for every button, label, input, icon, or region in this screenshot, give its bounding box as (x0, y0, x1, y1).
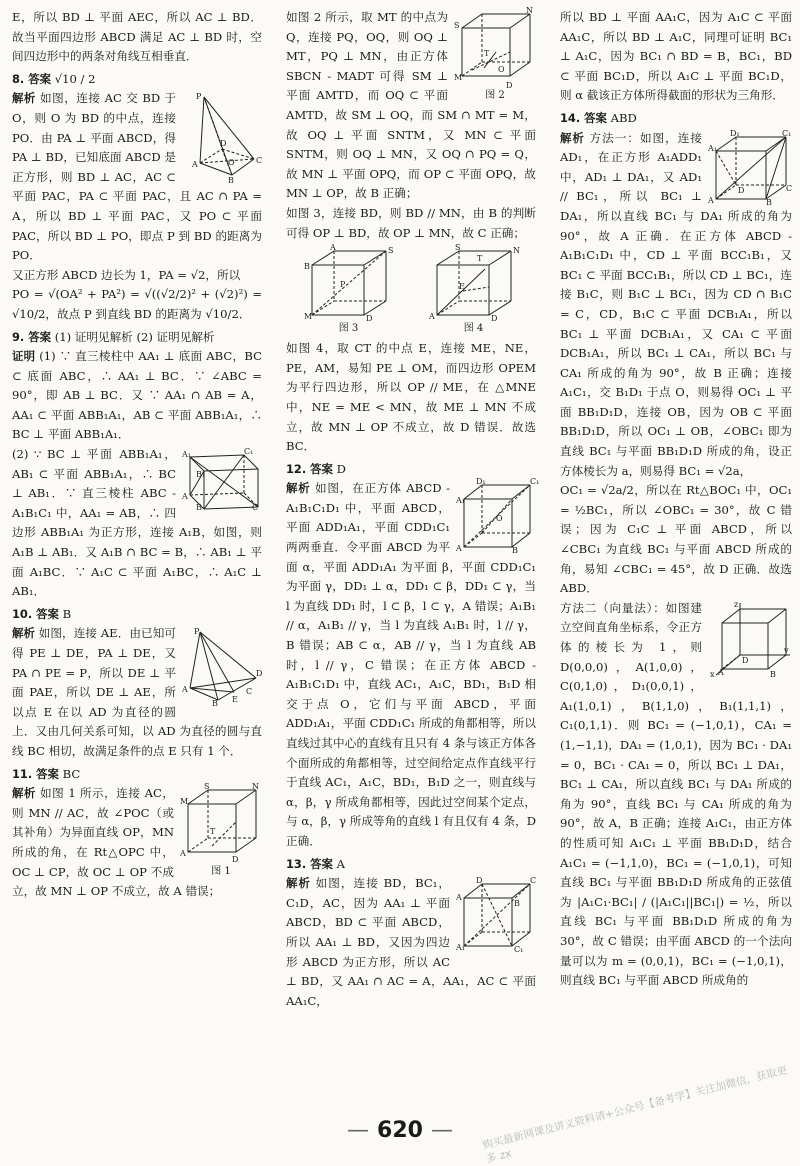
svg-text:A₁: A₁ (456, 943, 465, 953)
svg-text:A₁: A₁ (456, 496, 465, 506)
svg-text:T: T (484, 49, 490, 58)
svg-text:x: x (710, 669, 715, 679)
fig2-caption: 图 2 (485, 90, 505, 101)
svg-text:A: A (456, 893, 462, 903)
q11-figure-2 (454, 6, 536, 102)
q13-answer: A (336, 856, 345, 871)
svg-text:O: O (498, 65, 505, 74)
svg-text:B: B (514, 899, 520, 909)
svg-text:C: C (530, 876, 537, 886)
svg-text:C: C (252, 503, 259, 513)
svg-text:T: T (476, 254, 482, 264)
q13-label: 13. 答案 (286, 856, 333, 871)
q11-figure-3 (303, 243, 394, 335)
q14-cube-figure (708, 128, 793, 207)
q10-pyramid-figure (182, 626, 263, 709)
svg-text:M: M (303, 312, 312, 322)
svg-text:A₁: A₁ (182, 450, 191, 460)
q12-analysis-label: 解析 (286, 481, 311, 496)
svg-text:N: N (252, 782, 259, 792)
svg-text:A: A (456, 544, 462, 554)
svg-text:D: D (476, 876, 483, 886)
svg-text:P: P (196, 92, 202, 102)
svg-text:O: O (496, 514, 503, 524)
svg-text:D: D (738, 185, 745, 195)
column-left (12, 8, 262, 902)
q11-answer: BC (62, 766, 81, 781)
q9-answer: (1) 证明见解析 (2) 证明见解析 (54, 329, 215, 344)
svg-text:N: N (512, 246, 520, 256)
q8-pyramid-figure (182, 91, 263, 186)
svg-text:A: A (182, 685, 188, 695)
svg-text:B: B (196, 503, 202, 513)
svg-text:C₁: C₁ (530, 477, 540, 487)
q12-cube-figure (456, 477, 540, 556)
svg-text:z: z (734, 599, 739, 609)
svg-text:C: C (786, 183, 793, 193)
svg-text:A: A (428, 312, 435, 322)
svg-text:B: B (512, 546, 518, 556)
q8-calc-result: PO = √(OA² + PA²) = √((√2/2)² + (√2)²) = √10/2，故点 P 到直线 BD 的距离为 √10/2． (12, 287, 262, 321)
svg-text:E: E (232, 695, 238, 705)
column-middle (286, 6, 540, 1011)
svg-text:N: N (526, 6, 533, 15)
q8-analysis: 如图，连接 AC 交 BD 于 O，则 O 为 BD 的中点，连接 PO．由 PA ⊥ 平面 ABCD，得 PA ⊥ BD，已知底面 ABCD 是正方形，则 BD ⊥ AC，AC ⊂ 平面 PAC，PA ⊂ 平面 PAC，且 AC ∩ PA = A，所以 BD ⊥ 平面 PAC，又 PO ⊂ 平面 PAC，所以 BD ⊥ PO，即点 P 到 BD 的距离为 PO． (12, 91, 262, 263)
q7-continuation: E，所以 BD ⊥ 平面 AEC，所以 AC ⊥ BD．故当平面四边形 ABCD 满足 AC ⊥ BD 时，空间四边形中的两条对角线互相垂直． (12, 10, 262, 64)
fig4-caption: 图 4 (463, 323, 484, 335)
q11-analysis-label: 解析 (12, 786, 36, 801)
svg-text:M: M (180, 797, 189, 807)
svg-text:C₁: C₁ (514, 945, 524, 955)
svg-text:S: S (387, 246, 393, 256)
q11-label: 11. 答案 (12, 766, 59, 781)
svg-text:A₁: A₁ (708, 143, 717, 153)
q11-figures-3-4 (286, 243, 536, 335)
q9-proof-part2: (2) ∵ BC ⊥ 平面 ABB₁A₁，AB₁ ⊂ 平面 ABB₁A₁，∴ BC ⊥ AB₁．∵ 直三棱柱 ABC - A₁B₁C₁ 中，AA₁ = AB，∴ 四边形 ABB₁A₁ 为正方形，连接 A₁B，如图，则 A₁B ⊥ AB₁．又 A₁B ∩ BC = B，∴ AB₁ ⊥ 平面 A₁BC．∵ A₁C ⊂ 平面 A₁BC，∴ A₁C ⊥ AB₁． (12, 447, 262, 599)
watermark: 购买最新网课及讲义资料请+公众号【备考学】关注加微信，获取更多 zx (481, 1064, 789, 1166)
q13-cube-figure (456, 876, 537, 955)
svg-text:A: A (708, 195, 714, 205)
svg-text:S: S (204, 782, 210, 792)
q13-analysis: 如图，连接 BD，BC₁，C₁D，AC，因为 AA₁ ⊥ 平面 ABCD，BD ⊂ 平面 ABCD，所以 AA₁ ⊥ BD，又因为四边形 ABCD 为正方形，所以 AC ⊥ BD，又 AA₁ ∩ AC = A，AA₁，AC ⊂ 平面 AA₁C， (286, 876, 536, 1008)
q10-answer: B (62, 606, 72, 621)
q8-analysis-label: 解析 (12, 91, 36, 106)
svg-text:P: P (194, 627, 200, 637)
svg-text:A: A (182, 492, 188, 502)
q14-analysis-label: 解析 (560, 130, 585, 145)
svg-text:D: D (490, 314, 497, 324)
q9-proof-part1: (1) ∵ 直三棱柱中 AA₁ ⊥ 底面 ABC，BC ⊂ 底面 ABC，∴ AA₁ ⊥ BC．∵ ∠ABC = 90°，即 AB ⊥ BC．又 ∵ AA₁ ∩ AB = A，AA₁ ⊂ 平面 ABB₁A₁，AB ⊂ 平面 ABB₁A₁，∴ BC ⊥ 平面 ABB₁A₁． (12, 349, 262, 442)
svg-text:C: C (256, 156, 263, 166)
svg-text:B: B (228, 176, 234, 186)
svg-text:C₁: C₁ (782, 128, 792, 138)
q14-label: 14. 答案 (560, 110, 607, 125)
svg-text:y: y (784, 645, 789, 655)
svg-text:A: A (718, 667, 724, 677)
q12-label: 12. 答案 (286, 461, 333, 476)
svg-text:D₁: D₁ (730, 128, 740, 138)
q9-label: 9. 答案 (12, 329, 51, 344)
q10-analysis: 如图，连接 AE．由已知可得 PE ⊥ DE，PA ⊥ DE，又 PA ∩ PE = P，所以 DE ⊥ 平面 PAE，所以 DE ⊥ AE，所以点 E 在以 AD 为直径的圆上．又由几何关系可知，以 AD 为直径的圆与直线 BC 相切，故满足条件的点 E 只有 1 个． (12, 626, 262, 758)
svg-text:A: A (192, 160, 198, 170)
svg-text:B: B (770, 669, 776, 679)
q10-analysis-label: 解析 (12, 626, 35, 641)
svg-text:P: P (339, 280, 345, 290)
svg-text:D: D (365, 314, 372, 324)
svg-text:B: B (303, 262, 310, 272)
svg-text:A: A (180, 849, 186, 859)
q11-option-d: 如图 4，取 CT 的中点 E，连接 ME，NE，PE，AM，易知 PE ⊥ OM，而四边形 OPEM 为平行四边形，所以 OP // ME，在 △MNE 中，NE = ME < MN，故 ME ⊥ MN 不成立，故 MN ⊥ OP 不成立，故 D 错误．故选 BC． (286, 341, 536, 454)
fig3-caption: 图 3 (338, 323, 359, 335)
q11-option-b: 如图 2 所示，取 MT 的中点为 Q，连接 PQ，OQ，则 OQ ⊥ MT，PQ ⊥ MN，由正方体 SBCN - MADT 可得 SM ⊥ 平面 AMTD，而 OQ ⊂ 平面 AMTD，故 SM ⊥ OQ，而 SM ∩ MT = M，故 OQ ⊥ 平面 SNTM，又 MN ⊂ 平面 SNTM，则 OQ ⊥ MN，又 OQ ∩ PQ = Q，故 MN ⊥ 平面 OPQ，而 OP ⊂ 平面 OPQ，故 MN ⊥ OP，故 B 正确； (286, 10, 536, 201)
q14-calc: OC₁ = √2a/2，所以在 Rt△BOC₁ 中，OC₁ = ½BC₁，所以 ∠OBC₁ = 30°，故 C 错误；因为 C₁C ⊥ 平面 ABCD，所以 ∠CBC₁ 为直线 BC₁ 与平面 ABCD 所成的角，易知 ∠CBC₁ = 45°，故 D 正确．故选 ABD． (560, 483, 792, 596)
svg-text:C₁: C₁ (244, 447, 254, 457)
q10-label: 10. 答案 (12, 606, 59, 621)
svg-text:B: B (212, 699, 218, 709)
svg-text:O: O (228, 158, 235, 168)
svg-text:T: T (210, 827, 216, 837)
page-number-value: 620 (377, 1118, 423, 1143)
svg-text:D: D (220, 139, 227, 149)
q8-calc-intro: 又正方形 ABCD 边长为 1，PA = √2，所以 (12, 267, 241, 282)
svg-text:C: C (246, 687, 253, 697)
q12-analysis: 如图，在正方体 ABCD - A₁B₁C₁D₁ 中，平面 ABCD，平面 ADD₁A₁，平面 CDD₁C₁ 两两垂直．令平面 ABCD 为平面 α，平面 ADD₁A₁ 为平面 β，平面 CDD₁C₁ 为平面 γ，DD₁ ⊥ α，DD₁ ⊂ β，DD₁ ⊂ γ，当 l 为直线 DD₁ 时，l ⊂ β，l ⊂ γ，A 错误；A₁B₁ // α，A₁B₁ // γ，当 l 为直线 A₁B₁ 时，l // γ，B 错误；AB ⊂ α，AB // γ，当 l 为直线 AB 时，l // γ，C 错误；在正方体 ABCD - A₁B₁C₁D₁ 中，直线 AC₁，A₁C，BD₁，B₁D 相交于点 O，它们与平面 ABCD，平面 ADD₁A₁，平面 CDD₁C₁ 所成的角都相等，所以直线过其中心的直线有且只有 4 条与该正方体各个面所成的角都相等，过空间给定点作直线平行于直线 AC₁，A₁C，BD₁，B₁D 之一，则直线与 α，β，γ 所成角都相等，因此过空间某个定点，与 α，β，γ 所成等角的直线 l 有且仅有 4 条，D 正确． (286, 481, 536, 848)
svg-text:B: B (766, 197, 772, 207)
svg-text:S: S (454, 243, 460, 253)
svg-text:D: D (256, 669, 263, 679)
q11-analysis: 如图 1 所示，连接 AC，则 MN // AC，故 ∠POC（或其补角）为异面直线 OP，MN 所成的角，在 Rt△OPC 中，OC ⊥ CP，故 OC ⊥ OP 不成立，故 MN ⊥ OP 不成立，故 A 错误； (12, 786, 221, 899)
q13-analysis-label: 解析 (286, 876, 311, 891)
q14-method-two: 方法二（向量法）：如图建立空间直角坐标系，令正方体的棱长为 1，则 D(0,0,0)，A(1,0,0)，C(0,1,0)，D₁(0,0,1)，A₁(1,0,1)，B(1,1,0)，B₁(1,1,1)，C₁(0,1,1)．则 BC₁ = (−1,0,1)，CA₁ = (1,−1,1)，DA₁ = (1,0,1)，因为 BC₁ · DA₁ = 0，BC₁ · CA₁ = 0，所以 BC₁ ⊥ DA₁，BC₁ ⊥ CA₁，所以直线 BC₁ 与 DA₁ 所成的角为 90°，直线 BC₁ 与 CA₁ 所成的角为 90°，故 A，B 正确；连接 A₁C₁，由正方体的性质可知 A₁C₁ ⊥ 平面 BB₁D₁D，结合 A₁C₁ = (−1,1,0)，BC₁ = (−1,0,1)，可知直线 BC₁ 与平面 BB₁D₁D 所成角的正弦值为 |A₁C₁·BC₁| / (|A₁C₁||BC₁|) = ½，所以直线 BC₁ 与平面 BB₁D₁D 所成的角为 30°，故 C 错误；由平面 ABCD 的一个法向量可以为 m = (0,0,1)，BC₁ = (−1,0,1)，则直线 BC₁ 与平面 ABCD 所成角的 (560, 600, 792, 988)
svg-text:E: E (458, 282, 465, 292)
page-number: — 620 — (347, 1118, 453, 1143)
q14-answer: ABD (610, 110, 637, 125)
svg-text:D₁: D₁ (476, 477, 486, 487)
q13-continuation: 所以 BD ⊥ 平面 AA₁C，因为 A₁C ⊂ 平面 AA₁C，所以 BD ⊥ A₁C，同理可证明 BC₁ ⊥ A₁C，因为 BC₁ ∩ BD = B，BC₁，BD ⊂ 平面 BC₁D，所以 A₁C ⊥ 平面 BC₁D，则 α 截该正方体所得截面的形状为三角形． (560, 10, 792, 103)
svg-text:B₁: B₁ (196, 470, 206, 480)
q12-answer: D (336, 461, 346, 476)
svg-text:D: D (742, 655, 749, 665)
q11-option-c: 如图 3，连接 BD，则 BD // MN，由 B 的判断可得 OP ⊥ BD，故 OP ⊥ MN，故 C 正确； (286, 205, 536, 240)
svg-text:D: D (506, 81, 513, 90)
q14-analysis: 方法一：如图，连接 AD₁，在正方形 A₁ADD₁ 中，AD₁ ⊥ DA₁，又 AD₁ // BC₁，所以 BC₁ ⊥ DA₁，所以直线 BC₁ 与 DA₁ 所成的角为 90°，故 A 正确．在正方体 ABCD - A₁B₁C₁D₁ 中，CD ⊥ 平面 BCC₁B₁，又 BC₁ ⊂ 平面 BCC₁B₁，所以 CD ⊥ BC₁，连接 B₁C，则 B₁C ⊥ BC₁，因为 CD ∩ B₁C = C，CD，B₁C ⊂ 平面 DCB₁A₁，所以 BC₁ ⊥ 平面 DCB₁A₁，又 CA₁ ⊂ 平面 DCB₁A₁，所以 BC₁ ⊥ CA₁，所以 BC₁ 与 CA₁ 所成的角为 90°，故 B 正确；连接 A₁C₁，交 B₁D₁ 于点 O，则易得 OC₁ ⊥ 平面 BB₁D₁D，连接 OB，因为 OB ⊂ 平面 BB₁D₁D，所以 OC₁ ⊥ OB，∠OBC₁ 即为直线 BC₁ 与平面 BB₁D₁D 所成的角，设正方体棱长为 a，则易得 BC₁ = √2a， (560, 130, 792, 478)
svg-text:D: D (232, 855, 239, 865)
q11-figure-1 (180, 782, 262, 878)
q14-coordinate-figure (708, 601, 792, 681)
svg-text:M: M (454, 73, 463, 82)
q9-prism-figure (182, 447, 262, 511)
column-right (560, 8, 792, 991)
q9-proof-label: 证明 (12, 349, 36, 364)
q8-answer: √10 / 2 (54, 71, 96, 86)
svg-text:S: S (454, 21, 460, 30)
svg-text:A: A (329, 243, 336, 253)
q11-figure-4 (428, 243, 520, 335)
q8-label: 8. 答案 (12, 71, 51, 86)
fig1-caption: 图 1 (211, 866, 231, 878)
